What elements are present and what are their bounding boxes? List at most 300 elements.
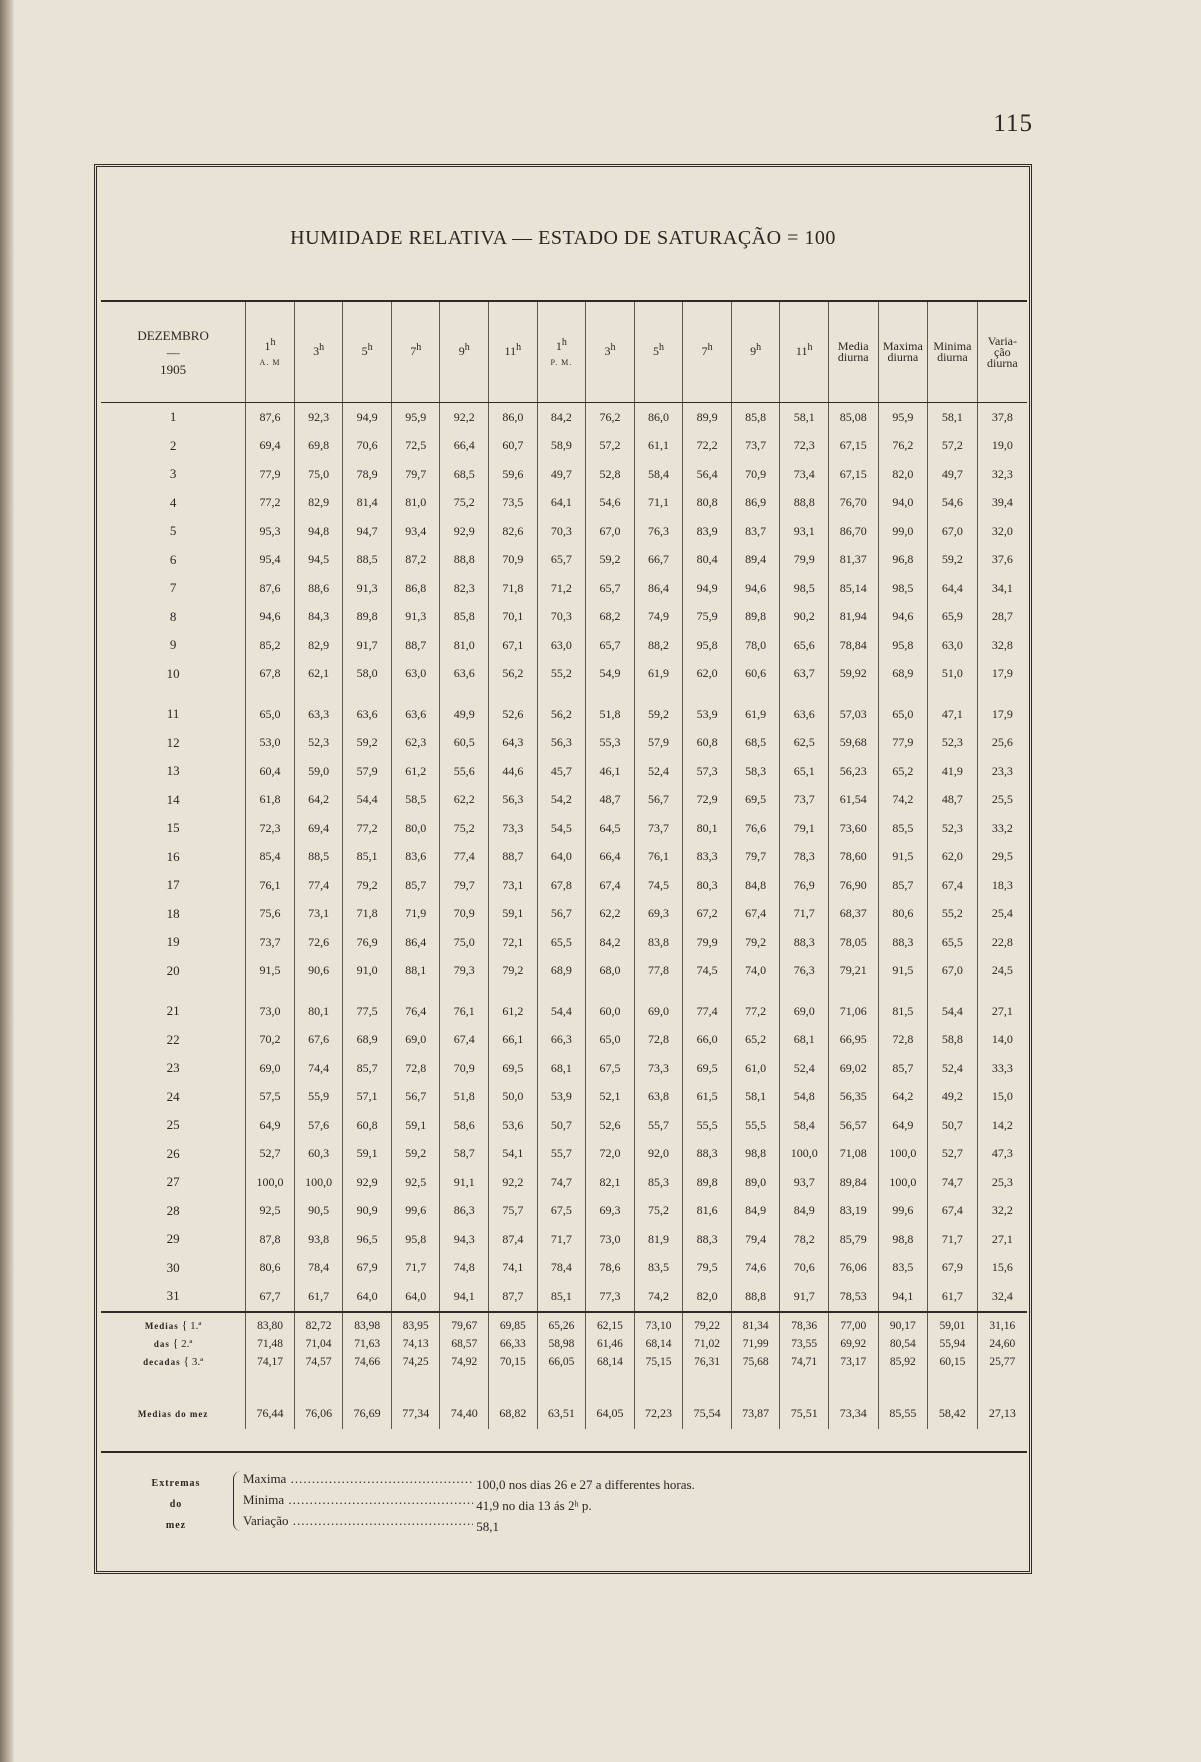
- table-cell: 69,0: [246, 1054, 295, 1083]
- table-cell: 71,7: [391, 1254, 440, 1283]
- table-cell: 76,90: [828, 871, 878, 900]
- table-cell: 64,2: [294, 786, 343, 815]
- table-cell: 61,54: [828, 786, 878, 815]
- table-cell: 63,6: [440, 660, 489, 689]
- table-cell: 82,9: [294, 631, 343, 660]
- table-cell: 49,2: [928, 1083, 978, 1112]
- table-cell: 77,9: [246, 460, 295, 489]
- table-cell: 75,9: [683, 603, 732, 632]
- day-cell: 6: [169, 551, 177, 567]
- table-cell: 73,55: [780, 1335, 829, 1353]
- table-cell: 77,8: [634, 957, 683, 986]
- header-hour: [586, 301, 635, 403]
- table-cell: 59,2: [928, 546, 978, 575]
- table-cell: 73,5: [489, 489, 538, 518]
- table-cell: 65,1: [780, 757, 829, 786]
- table-cell: 79,67: [440, 1312, 489, 1335]
- table-cell: 84,3: [294, 603, 343, 632]
- table-cell: 74,4: [294, 1054, 343, 1083]
- header-hour-suffix: h: [464, 341, 470, 353]
- table-cell: 19,0: [977, 432, 1027, 461]
- table-cell: 59,1: [391, 1111, 440, 1140]
- table-cell: 67,4: [928, 871, 978, 900]
- table-cell: 67,6: [294, 1026, 343, 1055]
- table-cell: 84,8: [731, 871, 780, 900]
- table-cell: 72,2: [683, 432, 732, 461]
- header-hour-label: 9: [458, 343, 465, 358]
- table-cell: 81,94: [828, 603, 878, 632]
- table-cell: 66,95: [828, 1026, 878, 1055]
- header-hour-label: 7: [410, 343, 417, 358]
- table-cell: 64,0: [391, 1282, 440, 1312]
- table-cell: 37,6: [977, 546, 1027, 575]
- table-cell: 54,4: [928, 985, 978, 1026]
- table-cell: 47,3: [977, 1140, 1027, 1169]
- extremas-row-label: Variação .....: [243, 1511, 473, 1531]
- table-cell: 61,9: [731, 688, 780, 729]
- table-cell: 77,2: [246, 489, 295, 518]
- table-cell: 79,21: [828, 957, 878, 986]
- table-row: [101, 729, 1027, 758]
- table-cell: 66,7: [634, 546, 683, 575]
- table-row: [101, 574, 1027, 603]
- table-cell: 53,0: [246, 729, 295, 758]
- header-hour-note: A. M: [259, 358, 281, 367]
- day-cell: 7: [169, 580, 177, 596]
- header-hour-suffix: h: [561, 337, 567, 348]
- header-stat-line: diurna: [887, 350, 919, 364]
- table-cell: 65,5: [537, 928, 586, 957]
- table-cell: 70,6: [780, 1254, 829, 1283]
- table-cell: 52,3: [928, 814, 978, 843]
- table-cell: 53,6: [489, 1111, 538, 1140]
- table-cell: 90,17: [878, 1312, 928, 1335]
- table-cell: 86,9: [731, 489, 780, 518]
- table-cell: 58,1: [780, 403, 829, 432]
- table-cell: 67,0: [928, 957, 978, 986]
- table-cell: 55,7: [537, 1140, 586, 1169]
- table-cell: 58,0: [343, 660, 392, 689]
- table-cell: 83,95: [391, 1312, 440, 1335]
- header-hour: [343, 301, 392, 403]
- table-cell: 94,0: [878, 489, 928, 518]
- table-cell: 90,2: [780, 603, 829, 632]
- day-cell: 13: [166, 763, 180, 779]
- table-cell: 94,8: [294, 517, 343, 546]
- table-cell: 85,3: [634, 1168, 683, 1197]
- table-cell: 58,8: [928, 1026, 978, 1055]
- table-cell: 76,06: [294, 1371, 343, 1429]
- table-row: [101, 403, 1027, 432]
- table-cell: 78,6: [586, 1254, 635, 1283]
- header-hour: [683, 301, 732, 403]
- table-cell: 56,57: [828, 1111, 878, 1140]
- header-month: DEZEMBRO: [137, 327, 209, 343]
- extremas-row-value: 58,1: [476, 1519, 499, 1534]
- table-cell: 52,1: [586, 1083, 635, 1112]
- table-cell: 67,15: [828, 432, 878, 461]
- table-row: [101, 1197, 1027, 1226]
- table-cell: 55,6: [440, 757, 489, 786]
- table-cell: 65,7: [586, 574, 635, 603]
- table-cell: 76,2: [586, 403, 635, 432]
- table-cell: 85,1: [537, 1282, 586, 1312]
- table-cell: 56,2: [537, 688, 586, 729]
- table-cell: 94,1: [440, 1282, 489, 1312]
- table-cell: 88,3: [780, 928, 829, 957]
- table-cell: 85,08: [828, 403, 878, 432]
- extremas-row-variacao: [243, 1511, 1003, 1534]
- table-cell: 57,1: [343, 1083, 392, 1112]
- table-cell: 73,87: [731, 1371, 780, 1429]
- day-cell: 17: [166, 877, 180, 893]
- table-cell: 61,7: [928, 1282, 978, 1312]
- table-cell: 92,2: [489, 1168, 538, 1197]
- table-cell: 73,17: [828, 1353, 878, 1371]
- table-cell: 58,7: [440, 1140, 489, 1169]
- table-cell: 71,02: [683, 1335, 732, 1353]
- table-cell: 52,4: [928, 1054, 978, 1083]
- table-cell: 94,3: [440, 1225, 489, 1254]
- table-row: [101, 1225, 1027, 1254]
- header-stat: [878, 301, 928, 403]
- table-cell: 59,0: [294, 757, 343, 786]
- table-cell: 77,34: [391, 1371, 440, 1429]
- table-cell: 98,5: [878, 574, 928, 603]
- table-cell: 62,3: [391, 729, 440, 758]
- table-cell: 51,8: [440, 1083, 489, 1112]
- table-cell: 92,3: [294, 403, 343, 432]
- table-cell: 81,6: [683, 1197, 732, 1226]
- table-cell: 85,1: [343, 843, 392, 872]
- table-cell: 27,1: [977, 1225, 1027, 1254]
- table-cell: 33,2: [977, 814, 1027, 843]
- table-cell: 71,2: [537, 574, 586, 603]
- table-cell: 52,3: [294, 729, 343, 758]
- table-cell: 73,1: [489, 871, 538, 900]
- table-cell: 58,42: [928, 1371, 978, 1429]
- table-cell: 50,0: [489, 1083, 538, 1112]
- table-cell: 74,66: [343, 1353, 392, 1371]
- table-cell: 53,9: [683, 688, 732, 729]
- table-cell: 85,2: [246, 631, 295, 660]
- table-cell: 88,3: [683, 1225, 732, 1254]
- table-cell: 77,2: [731, 985, 780, 1026]
- table-cell: 52,4: [634, 757, 683, 786]
- table-cell: 73,4: [780, 460, 829, 489]
- table-cell: 62,2: [586, 900, 635, 929]
- table-cell: 98,5: [780, 574, 829, 603]
- table-cell: 90,6: [294, 957, 343, 986]
- table-cell: 75,54: [683, 1371, 732, 1429]
- day-cell: 27: [166, 1174, 180, 1190]
- table-cell: 75,2: [634, 1197, 683, 1226]
- table-cell: 69,0: [391, 1026, 440, 1055]
- table-cell: 92,5: [246, 1197, 295, 1226]
- table-cell: 64,0: [537, 843, 586, 872]
- table-cell: 67,5: [586, 1054, 635, 1083]
- table-cell: 88,7: [391, 631, 440, 660]
- table-cell: 65,5: [928, 928, 978, 957]
- table-cell: 76,1: [246, 871, 295, 900]
- table-cell: 69,0: [780, 985, 829, 1026]
- table-cell: 52,7: [246, 1140, 295, 1169]
- table-cell: 67,4: [928, 1197, 978, 1226]
- table-cell: 77,4: [440, 843, 489, 872]
- table-cell: 85,92: [878, 1353, 928, 1371]
- table-cell: 65,0: [586, 1026, 635, 1055]
- table-cell: 72,1: [489, 928, 538, 957]
- table-cell: 52,6: [489, 688, 538, 729]
- table-cell: 70,9: [440, 1054, 489, 1083]
- header-hour-suffix: h: [416, 341, 422, 353]
- table-cell: 71,9: [391, 900, 440, 929]
- table-cell: 17,9: [977, 660, 1027, 689]
- header-stat: [928, 301, 978, 403]
- table-cell: 71,99: [731, 1335, 780, 1353]
- table-cell: 98,8: [878, 1225, 928, 1254]
- table-cell: 75,2: [440, 489, 489, 518]
- table-row: [101, 814, 1027, 843]
- table-row: [101, 957, 1027, 986]
- table-cell: 72,9: [683, 786, 732, 815]
- table-cell: 82,6: [489, 517, 538, 546]
- table-cell: 79,7: [391, 460, 440, 489]
- table-cell: 78,60: [828, 843, 878, 872]
- table-cell: 78,3: [780, 843, 829, 872]
- table-cell: 87,2: [391, 546, 440, 575]
- table-cell: 74,13: [391, 1335, 440, 1353]
- table-cell: 89,84: [828, 1168, 878, 1197]
- table-cell: 68,9: [878, 660, 928, 689]
- extremas-row-label: Minima .....: [243, 1490, 473, 1510]
- table-cell: 91,0: [343, 957, 392, 986]
- table-cell: 67,4: [586, 871, 635, 900]
- table-cell: 32,4: [977, 1282, 1027, 1312]
- table-cell: 78,4: [294, 1254, 343, 1283]
- header-stat-line: Maxima: [882, 339, 923, 353]
- table-cell: 90,9: [343, 1197, 392, 1226]
- table-cell: 74,71: [780, 1353, 829, 1371]
- table-cell: 55,5: [683, 1111, 732, 1140]
- table-cell: 65,9: [928, 603, 978, 632]
- table-cell: 58,4: [634, 460, 683, 489]
- table-row: [101, 489, 1027, 518]
- table-cell: 67,1: [489, 631, 538, 660]
- table-cell: 61,9: [634, 660, 683, 689]
- header-hour-label: 11: [795, 343, 808, 358]
- table-cell: 56,7: [634, 786, 683, 815]
- table-cell: 88,5: [294, 843, 343, 872]
- table-cell: 61,7: [294, 1282, 343, 1312]
- table-cell: 91,5: [878, 957, 928, 986]
- table-cell: 66,05: [537, 1353, 586, 1371]
- header-stat-line: Varia-: [987, 333, 1018, 348]
- table-row: [101, 757, 1027, 786]
- table-cell: 74,9: [634, 603, 683, 632]
- table-cell: 32,0: [977, 517, 1027, 546]
- table-row: [101, 1254, 1027, 1283]
- day-cell: 28: [166, 1202, 180, 1218]
- table-cell: 95,3: [246, 517, 295, 546]
- table-cell: 88,8: [731, 1282, 780, 1312]
- table-cell: 17,9: [977, 688, 1027, 729]
- table-cell: 69,85: [489, 1312, 538, 1335]
- table-cell: 66,4: [586, 843, 635, 872]
- table-cell: 62,15: [586, 1312, 635, 1335]
- table-cell: 85,8: [731, 403, 780, 432]
- table-cell: 88,7: [489, 843, 538, 872]
- table-cell: 72,3: [780, 432, 829, 461]
- table-cell: 71,7: [780, 900, 829, 929]
- table-cell: 77,4: [683, 985, 732, 1026]
- extremas-section: [101, 1451, 1027, 1563]
- table-cell: 89,9: [683, 403, 732, 432]
- header-hour-suffix: h: [659, 341, 664, 353]
- table-cell: 75,51: [780, 1371, 829, 1429]
- table-cell: 84,2: [586, 928, 635, 957]
- table-cell: 84,2: [537, 403, 586, 432]
- table-cell: 64,9: [878, 1111, 928, 1140]
- table-cell: 67,8: [246, 660, 295, 689]
- table-cell: 72,5: [391, 432, 440, 461]
- table-cell: 61,0: [731, 1054, 780, 1083]
- table-cell: 85,55: [878, 1371, 928, 1429]
- table-cell: 72,8: [391, 1054, 440, 1083]
- table-cell: 25,6: [977, 729, 1027, 758]
- table-cell: 25,4: [977, 900, 1027, 929]
- table-cell: 55,9: [294, 1083, 343, 1112]
- table-cell: 79,5: [683, 1254, 732, 1283]
- table-cell: 41,9: [928, 757, 978, 786]
- table-cell: 77,2: [343, 814, 392, 843]
- extremas-label-line: Extremas: [151, 1478, 201, 1489]
- table-cell: 96,8: [878, 546, 928, 575]
- table-cell: 69,4: [246, 432, 295, 461]
- table-cell: 70,3: [537, 517, 586, 546]
- table-cell: 56,3: [537, 729, 586, 758]
- header-hour-label: 11: [504, 343, 517, 358]
- table-cell: 71,8: [489, 574, 538, 603]
- table-cell: 69,5: [489, 1054, 538, 1083]
- table-cell: 67,0: [586, 517, 635, 546]
- table-cell: 76,1: [634, 843, 683, 872]
- table-cell: 85,5: [878, 814, 928, 843]
- table-cell: 85,7: [878, 871, 928, 900]
- table-cell: 64,0: [343, 1282, 392, 1312]
- table-cell: 63,0: [928, 631, 978, 660]
- table-cell: 63,7: [780, 660, 829, 689]
- table-cell: 71,7: [928, 1225, 978, 1254]
- table-cell: 56,2: [489, 660, 538, 689]
- table-cell: 75,0: [294, 460, 343, 489]
- table-cell: 65,7: [586, 631, 635, 660]
- table-cell: 77,9: [878, 729, 928, 758]
- table-cell: 83,7: [731, 517, 780, 546]
- table-cell: 76,6: [731, 814, 780, 843]
- table-cell: 85,8: [440, 603, 489, 632]
- day-cell: 18: [166, 905, 180, 921]
- table-cell: 74,2: [878, 786, 928, 815]
- header-hour-suffix: h: [367, 341, 373, 353]
- table-cell: 60,8: [683, 729, 732, 758]
- day-cell: 3: [169, 466, 177, 482]
- day-cell: 10: [166, 665, 180, 681]
- table-cell: 88,6: [294, 574, 343, 603]
- decada-ordinal: 3.ª: [191, 1355, 204, 1368]
- table-row: [101, 517, 1027, 546]
- header-hour-suffix: h: [756, 341, 762, 353]
- table-cell: 76,06: [828, 1254, 878, 1283]
- table-cell: 80,6: [878, 900, 928, 929]
- table-cell: 71,08: [828, 1140, 878, 1169]
- table-cell: 62,0: [683, 660, 732, 689]
- table-cell: 54,8: [780, 1083, 829, 1112]
- header-hour-label: 3: [604, 343, 611, 358]
- table-cell: 31,16: [977, 1312, 1027, 1335]
- table-cell: 81,9: [634, 1225, 683, 1254]
- table-cell: 76,4: [391, 985, 440, 1026]
- table-cell: 54,6: [928, 489, 978, 518]
- table-cell: 79,7: [440, 871, 489, 900]
- table-cell: 74,7: [537, 1168, 586, 1197]
- table-cell: 49,9: [440, 688, 489, 729]
- table-cell: 83,98: [343, 1312, 392, 1335]
- table-cell: 91,1: [440, 1168, 489, 1197]
- table-cell: 67,5: [537, 1197, 586, 1226]
- table-cell: 59,2: [391, 1140, 440, 1169]
- table-cell: 85,4: [246, 843, 295, 872]
- table-cell: 73,60: [828, 814, 878, 843]
- table-cell: 82,72: [294, 1312, 343, 1335]
- table-row: [101, 1140, 1027, 1169]
- table-cell: 70,9: [440, 900, 489, 929]
- table-cell: 83,3: [683, 843, 732, 872]
- table-cell: 66,33: [489, 1335, 538, 1353]
- table-cell: 95,8: [878, 631, 928, 660]
- header-dash: —: [166, 344, 180, 360]
- table-cell: 71,7: [537, 1225, 586, 1254]
- medias-decadas-row: [101, 1353, 1027, 1371]
- table-cell: 69,92: [828, 1335, 878, 1353]
- table-cell: 79,22: [683, 1312, 732, 1335]
- table-cell: 85,7: [878, 1054, 928, 1083]
- table-cell: 99,6: [391, 1197, 440, 1226]
- table-cell: 69,5: [683, 1054, 732, 1083]
- table-cell: 76,69: [343, 1371, 392, 1429]
- table-cell: 50,7: [928, 1111, 978, 1140]
- table-cell: 58,5: [391, 786, 440, 815]
- table-cell: 94,6: [246, 603, 295, 632]
- header-hour-suffix: h: [319, 341, 325, 353]
- header-hour: [731, 301, 780, 403]
- table-cell: 56,4: [683, 460, 732, 489]
- table-cell: 69,8: [294, 432, 343, 461]
- table-cell: 80,4: [683, 546, 732, 575]
- table-cell: 68,2: [586, 603, 635, 632]
- table-cell: 74,0: [731, 957, 780, 986]
- table-cell: 65,0: [878, 688, 928, 729]
- table-cell: 90,5: [294, 1197, 343, 1226]
- table-cell: 60,6: [731, 660, 780, 689]
- table-cell: 92,0: [634, 1140, 683, 1169]
- medias-decadas-label-cell: Medias { 1.ª: [101, 1312, 246, 1335]
- table-cell: 70,3: [537, 603, 586, 632]
- table-cell: 88,3: [878, 928, 928, 957]
- table-row: [101, 1054, 1027, 1083]
- table-cell: 63,6: [391, 688, 440, 729]
- day-cell: 5: [169, 523, 177, 539]
